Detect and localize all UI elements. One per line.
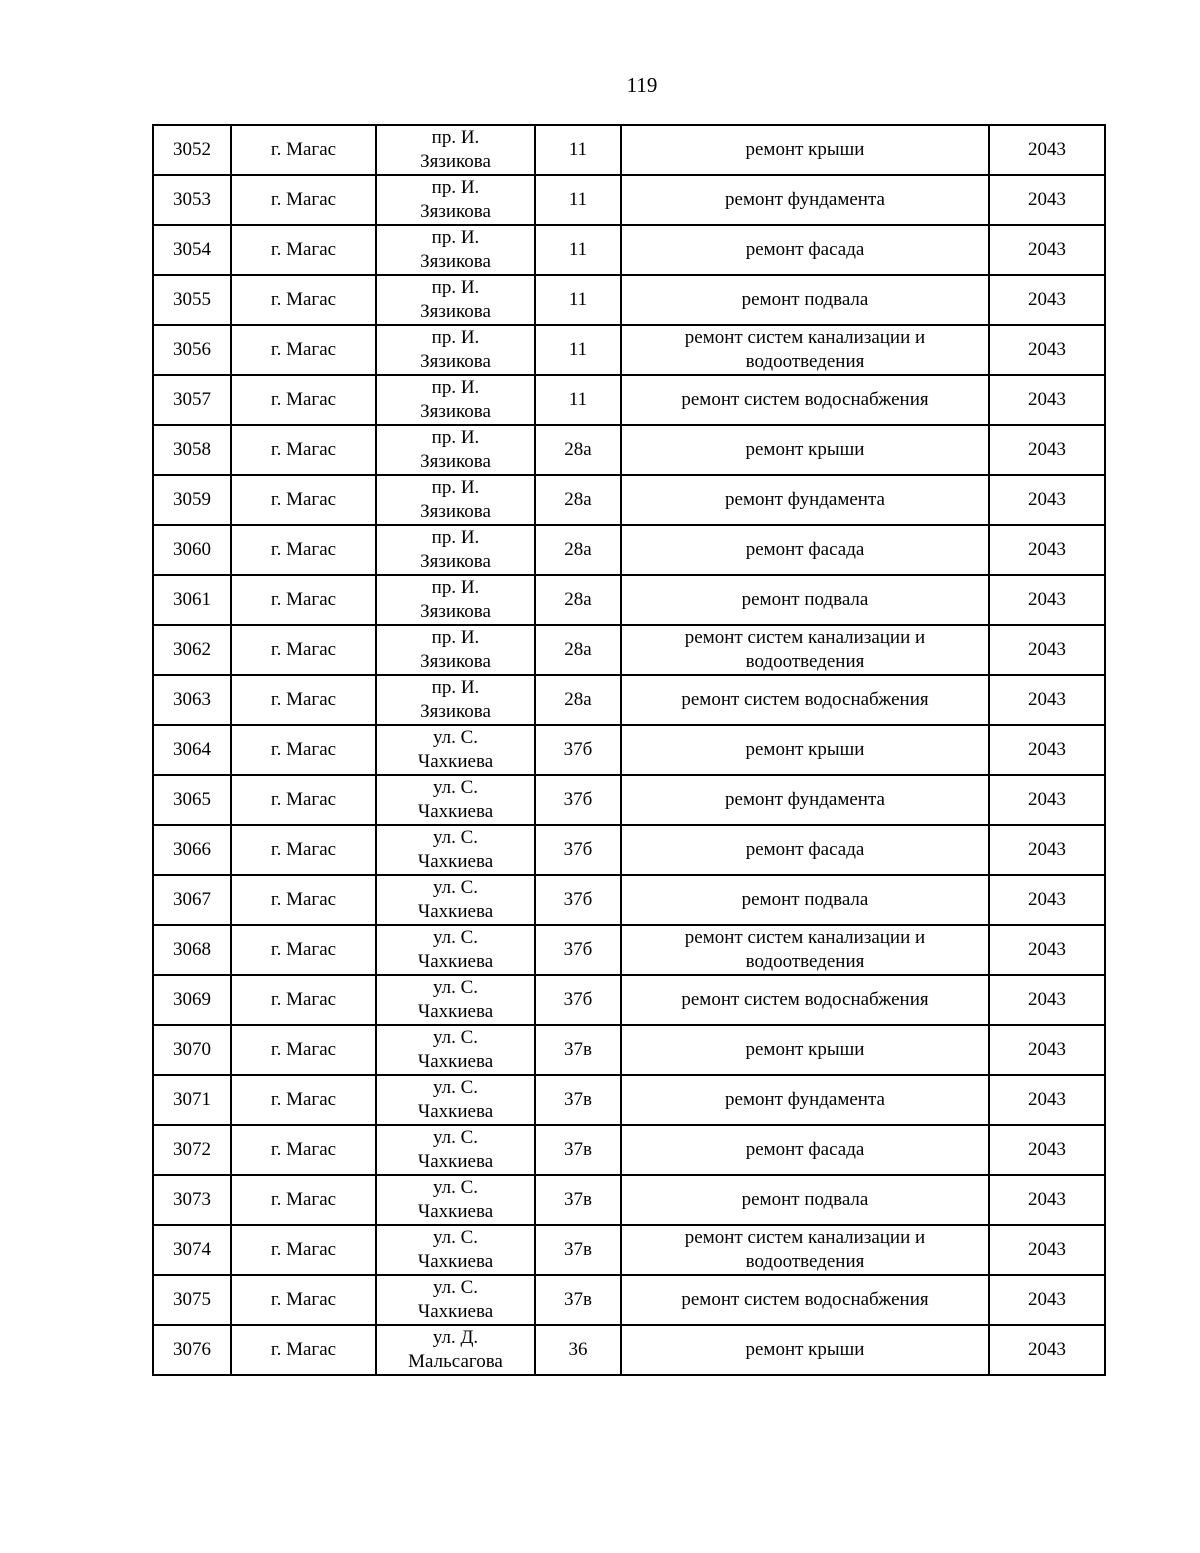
work-type-cell	[621, 975, 989, 1025]
work-type-cell-line1: ремонт систем водоснабжения	[681, 389, 929, 410]
year-cell: 2043	[989, 675, 1105, 725]
table-row	[153, 925, 1105, 975]
work-type-cell-line1: ремонт крыши	[745, 139, 865, 160]
work-type-cell	[621, 375, 989, 425]
street-cell-line2: Чахкиева	[417, 1051, 494, 1072]
street-cell	[376, 575, 535, 625]
table-row	[153, 1175, 1105, 1225]
row-number-cell: 3053	[153, 175, 231, 225]
work-type-cell-line1: ремонт подвала	[741, 289, 869, 310]
street-cell	[376, 375, 535, 425]
work-type-cell	[621, 1275, 989, 1325]
work-type-cell-line1: ремонт систем водоснабжения	[681, 1289, 929, 1310]
work-type-cell-line2: водоотведения	[745, 951, 865, 972]
year-cell: 2043	[989, 425, 1105, 475]
work-type-cell-line1: ремонт крыши	[745, 1339, 865, 1360]
house-number-cell: 37б	[535, 775, 621, 825]
row-number-cell: 3060	[153, 525, 231, 575]
table-row	[153, 125, 1105, 175]
work-type-cell-line1: ремонт фундамента	[725, 489, 885, 510]
table-row	[153, 525, 1105, 575]
work-type-cell	[621, 175, 989, 225]
street-cell	[376, 925, 535, 975]
table-row	[153, 825, 1105, 875]
street-cell-line1: ул. С.	[432, 1277, 479, 1298]
city-cell: г. Магас	[231, 1225, 376, 1275]
year-cell: 2043	[989, 525, 1105, 575]
house-number-cell: 36	[535, 1325, 621, 1375]
year-cell: 2043	[989, 1225, 1105, 1275]
house-number-cell: 37б	[535, 975, 621, 1025]
table-row	[153, 1075, 1105, 1125]
street-cell-line2: Чахкиева	[417, 1251, 494, 1272]
year-cell: 2043	[989, 975, 1105, 1025]
work-type-cell	[621, 825, 989, 875]
city-cell: г. Магас	[231, 475, 376, 525]
street-cell	[376, 325, 535, 375]
street-cell-line1: пр. И.	[431, 627, 480, 648]
row-number-cell: 3074	[153, 1225, 231, 1275]
city-cell: г. Магас	[231, 775, 376, 825]
street-cell-line1: ул. С.	[432, 1227, 479, 1248]
city-cell: г. Магас	[231, 1175, 376, 1225]
table-row	[153, 725, 1105, 775]
street-cell-line1: пр. И.	[431, 127, 480, 148]
street-cell-line2: Зязикова	[420, 601, 491, 622]
row-number-cell: 3061	[153, 575, 231, 625]
street-cell-line1: пр. И.	[431, 677, 480, 698]
city-cell: г. Магас	[231, 1275, 376, 1325]
city-cell: г. Магас	[231, 1025, 376, 1075]
row-number-cell: 3069	[153, 975, 231, 1025]
street-cell-line1: пр. И.	[431, 377, 480, 398]
street-cell-line2: Мальсагова	[408, 1351, 503, 1372]
house-number-cell: 28а	[535, 575, 621, 625]
work-type-cell-line1: ремонт систем водоснабжения	[681, 689, 929, 710]
street-cell-line1: пр. И.	[431, 227, 480, 248]
city-cell: г. Магас	[231, 275, 376, 325]
row-number-cell: 3072	[153, 1125, 231, 1175]
house-number-cell: 11	[535, 225, 621, 275]
house-number-cell: 37в	[535, 1125, 621, 1175]
work-type-cell-line2: водоотведения	[745, 651, 865, 672]
table-row	[153, 425, 1105, 475]
city-cell: г. Магас	[231, 875, 376, 925]
work-type-cell-line1: ремонт подвала	[741, 889, 869, 910]
street-cell	[376, 1075, 535, 1125]
city-cell: г. Магас	[231, 975, 376, 1025]
work-type-cell-line1: ремонт систем водоснабжения	[681, 989, 929, 1010]
street-cell	[376, 425, 535, 475]
table-row	[153, 675, 1105, 725]
table-row	[153, 975, 1105, 1025]
city-cell: г. Магас	[231, 925, 376, 975]
work-type-cell-line1: ремонт фасада	[745, 539, 865, 560]
work-type-cell-line1: ремонт подвала	[741, 1189, 869, 1210]
city-cell: г. Магас	[231, 1125, 376, 1175]
street-cell-line2: Чахкиева	[417, 851, 494, 872]
work-type-cell	[621, 525, 989, 575]
year-cell: 2043	[989, 1075, 1105, 1125]
street-cell-line1: пр. И.	[431, 277, 480, 298]
work-type-cell-line1: ремонт крыши	[745, 439, 865, 460]
street-cell-line1: ул. С.	[432, 877, 479, 898]
street-cell	[376, 1125, 535, 1175]
year-cell: 2043	[989, 225, 1105, 275]
work-type-cell	[621, 625, 989, 675]
year-cell: 2043	[989, 175, 1105, 225]
work-type-cell-line1: ремонт фундамента	[725, 1089, 885, 1110]
street-cell	[376, 675, 535, 725]
street-cell-line2: Зязикова	[420, 501, 491, 522]
house-number-cell: 11	[535, 375, 621, 425]
repair-schedule-table	[152, 124, 1106, 1376]
work-type-cell-line2: водоотведения	[745, 351, 865, 372]
street-cell-line2: Зязикова	[420, 251, 491, 272]
row-number-cell: 3063	[153, 675, 231, 725]
street-cell-line2: Чахкиева	[417, 1101, 494, 1122]
work-type-cell	[621, 275, 989, 325]
year-cell: 2043	[989, 825, 1105, 875]
street-cell-line1: ул. С.	[432, 1077, 479, 1098]
year-cell: 2043	[989, 375, 1105, 425]
street-cell-line2: Зязикова	[420, 701, 491, 722]
work-type-cell	[621, 575, 989, 625]
work-type-cell-line1: ремонт систем канализации и	[684, 327, 926, 348]
year-cell: 2043	[989, 1325, 1105, 1375]
row-number-cell: 3073	[153, 1175, 231, 1225]
year-cell: 2043	[989, 1275, 1105, 1325]
street-cell-line1: ул. С.	[432, 927, 479, 948]
table-row	[153, 1275, 1105, 1325]
street-cell-line2: Зязикова	[420, 201, 491, 222]
year-cell: 2043	[989, 625, 1105, 675]
year-cell: 2043	[989, 325, 1105, 375]
row-number-cell: 3054	[153, 225, 231, 275]
row-number-cell: 3070	[153, 1025, 231, 1075]
city-cell: г. Магас	[231, 225, 376, 275]
work-type-cell	[621, 875, 989, 925]
year-cell: 2043	[989, 1025, 1105, 1075]
street-cell-line2: Чахкиева	[417, 901, 494, 922]
house-number-cell: 37в	[535, 1075, 621, 1125]
city-cell: г. Магас	[231, 825, 376, 875]
street-cell-line1: ул. С.	[432, 777, 479, 798]
street-cell-line2: Зязикова	[420, 551, 491, 572]
street-cell	[376, 875, 535, 925]
year-cell: 2043	[989, 475, 1105, 525]
street-cell-line1: пр. И.	[431, 527, 480, 548]
work-type-cell	[621, 725, 989, 775]
house-number-cell: 28а	[535, 475, 621, 525]
table-row	[153, 325, 1105, 375]
table-row	[153, 625, 1105, 675]
row-number-cell: 3065	[153, 775, 231, 825]
row-number-cell: 3052	[153, 125, 231, 175]
row-number-cell: 3062	[153, 625, 231, 675]
year-cell: 2043	[989, 925, 1105, 975]
table-row	[153, 775, 1105, 825]
house-number-cell: 37б	[535, 725, 621, 775]
street-cell	[376, 125, 535, 175]
table-row	[153, 1325, 1105, 1375]
work-type-cell	[621, 475, 989, 525]
street-cell	[376, 275, 535, 325]
work-type-cell-line1: ремонт фасада	[745, 839, 865, 860]
street-cell-line1: пр. И.	[431, 477, 480, 498]
table-row	[153, 225, 1105, 275]
year-cell: 2043	[989, 1175, 1105, 1225]
street-cell-line2: Зязикова	[420, 151, 491, 172]
house-number-cell: 37в	[535, 1275, 621, 1325]
city-cell: г. Магас	[231, 325, 376, 375]
house-number-cell: 11	[535, 325, 621, 375]
row-number-cell: 3058	[153, 425, 231, 475]
page-number: 119	[626, 73, 658, 97]
street-cell	[376, 1025, 535, 1075]
work-type-cell-line1: ремонт фундамента	[725, 189, 885, 210]
work-type-cell-line1: ремонт систем канализации и	[684, 1227, 926, 1248]
table-row	[153, 575, 1105, 625]
street-cell	[376, 825, 535, 875]
street-cell	[376, 525, 535, 575]
street-cell-line1: пр. И.	[431, 427, 480, 448]
city-cell: г. Магас	[231, 525, 376, 575]
house-number-cell: 37в	[535, 1175, 621, 1225]
work-type-cell	[621, 325, 989, 375]
work-type-cell	[621, 1125, 989, 1175]
street-cell	[376, 475, 535, 525]
work-type-cell	[621, 925, 989, 975]
street-cell-line2: Зязикова	[420, 451, 491, 472]
row-number-cell: 3066	[153, 825, 231, 875]
row-number-cell: 3059	[153, 475, 231, 525]
house-number-cell: 28а	[535, 525, 621, 575]
work-type-cell-line1: ремонт фасада	[745, 1139, 865, 1160]
street-cell	[376, 1325, 535, 1375]
street-cell-line1: ул. С.	[432, 827, 479, 848]
row-number-cell: 3076	[153, 1325, 231, 1375]
work-type-cell	[621, 225, 989, 275]
house-number-cell: 28а	[535, 425, 621, 475]
table-row	[153, 275, 1105, 325]
year-cell: 2043	[989, 775, 1105, 825]
house-number-cell: 11	[535, 275, 621, 325]
row-number-cell: 3071	[153, 1075, 231, 1125]
city-cell: г. Магас	[231, 1325, 376, 1375]
table-row	[153, 1025, 1105, 1075]
work-type-cell	[621, 675, 989, 725]
street-cell-line1: ул. С.	[432, 977, 479, 998]
table-row	[153, 175, 1105, 225]
work-type-cell	[621, 1325, 989, 1375]
row-number-cell: 3057	[153, 375, 231, 425]
year-cell: 2043	[989, 125, 1105, 175]
street-cell-line2: Зязикова	[420, 351, 491, 372]
street-cell-line2: Чахкиева	[417, 801, 494, 822]
street-cell	[376, 225, 535, 275]
work-type-cell	[621, 1225, 989, 1275]
table-row	[153, 1225, 1105, 1275]
house-number-cell: 37б	[535, 825, 621, 875]
house-number-cell: 28а	[535, 625, 621, 675]
street-cell-line1: ул. С.	[432, 727, 479, 748]
street-cell-line1: пр. И.	[431, 327, 480, 348]
street-cell-line1: пр. И.	[431, 577, 480, 598]
work-type-cell	[621, 425, 989, 475]
street-cell-line1: ул. Д.	[432, 1327, 479, 1348]
street-cell	[376, 975, 535, 1025]
city-cell: г. Магас	[231, 125, 376, 175]
work-type-cell	[621, 1075, 989, 1125]
street-cell-line2: Чахкиева	[417, 751, 494, 772]
work-type-cell-line2: водоотведения	[745, 1251, 865, 1272]
city-cell: г. Магас	[231, 1075, 376, 1125]
work-type-cell-line1: ремонт систем канализации и	[684, 927, 926, 948]
work-type-cell-line1: ремонт крыши	[745, 1039, 865, 1060]
row-number-cell: 3056	[153, 325, 231, 375]
city-cell: г. Магас	[231, 675, 376, 725]
street-cell-line1: ул. С.	[432, 1027, 479, 1048]
work-type-cell	[621, 775, 989, 825]
work-type-cell-line1: ремонт систем канализации и	[684, 627, 926, 648]
street-cell-line2: Зязикова	[420, 301, 491, 322]
city-cell: г. Магас	[231, 575, 376, 625]
street-cell	[376, 775, 535, 825]
city-cell: г. Магас	[231, 425, 376, 475]
table-row	[153, 475, 1105, 525]
street-cell	[376, 1275, 535, 1325]
table-body	[153, 125, 1105, 1375]
street-cell-line2: Чахкиева	[417, 1001, 494, 1022]
street-cell	[376, 625, 535, 675]
street-cell-line1: ул. С.	[432, 1177, 479, 1198]
street-cell-line2: Чахкиева	[417, 951, 494, 972]
house-number-cell: 37в	[535, 1025, 621, 1075]
house-number-cell: 37б	[535, 925, 621, 975]
table-row	[153, 875, 1105, 925]
work-type-cell	[621, 125, 989, 175]
street-cell-line2: Чахкиева	[417, 1201, 494, 1222]
table-row	[153, 375, 1105, 425]
house-number-cell: 37в	[535, 1225, 621, 1275]
street-cell	[376, 1225, 535, 1275]
street-cell-line2: Зязикова	[420, 651, 491, 672]
row-number-cell: 3067	[153, 875, 231, 925]
row-number-cell: 3055	[153, 275, 231, 325]
street-cell	[376, 725, 535, 775]
house-number-cell: 28а	[535, 675, 621, 725]
street-cell-line2: Зязикова	[420, 401, 491, 422]
work-type-cell-line1: ремонт подвала	[741, 589, 869, 610]
house-number-cell: 11	[535, 175, 621, 225]
year-cell: 2043	[989, 575, 1105, 625]
year-cell: 2043	[989, 1125, 1105, 1175]
street-cell	[376, 175, 535, 225]
work-type-cell	[621, 1025, 989, 1075]
work-type-cell-line1: ремонт фасада	[745, 239, 865, 260]
street-cell-line1: пр. И.	[431, 177, 480, 198]
house-number-cell: 37б	[535, 875, 621, 925]
row-number-cell: 3064	[153, 725, 231, 775]
year-cell: 2043	[989, 275, 1105, 325]
year-cell: 2043	[989, 725, 1105, 775]
year-cell: 2043	[989, 875, 1105, 925]
city-cell: г. Магас	[231, 725, 376, 775]
row-number-cell: 3075	[153, 1275, 231, 1325]
table-row	[153, 1125, 1105, 1175]
work-type-cell-line1: ремонт крыши	[745, 739, 865, 760]
street-cell	[376, 1175, 535, 1225]
city-cell: г. Магас	[231, 175, 376, 225]
row-number-cell: 3068	[153, 925, 231, 975]
work-type-cell-line1: ремонт фундамента	[725, 789, 885, 810]
city-cell: г. Магас	[231, 625, 376, 675]
city-cell: г. Магас	[231, 375, 376, 425]
work-type-cell	[621, 1175, 989, 1225]
street-cell-line2: Чахкиева	[417, 1301, 494, 1322]
street-cell-line1: ул. С.	[432, 1127, 479, 1148]
house-number-cell: 11	[535, 125, 621, 175]
street-cell-line2: Чахкиева	[417, 1151, 494, 1172]
